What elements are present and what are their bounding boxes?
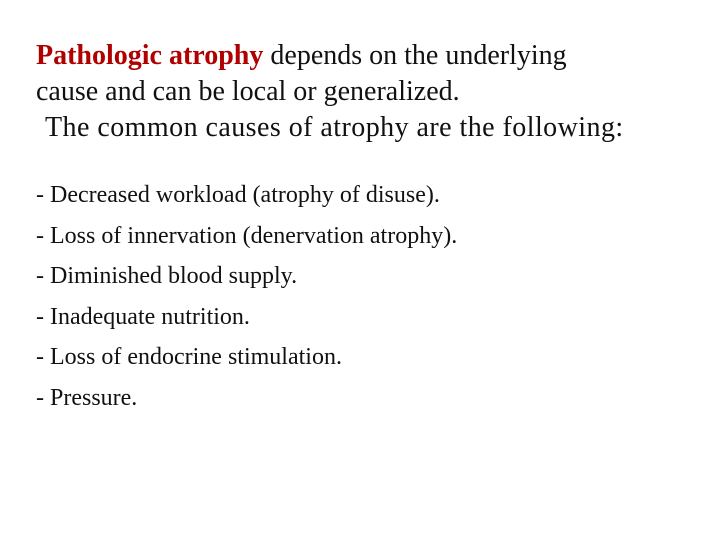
list-item: - Pressure. xyxy=(36,384,138,411)
intro-line-2: cause and can be local or generalized. xyxy=(36,76,460,107)
intro-paragraph xyxy=(36,38,706,146)
list-item: - Diminished blood supply. xyxy=(36,263,298,289)
intro-line-1 xyxy=(36,38,706,74)
intro-line-3: The common causes of atrophy are the following: xyxy=(45,112,624,143)
list-item: - Loss of endocrine stimulation. xyxy=(36,344,342,370)
list-item: - Inadequate nutrition. xyxy=(36,303,250,330)
list-item: - Loss of innervation (denervation atrophy). xyxy=(36,222,458,249)
intro-line-1-text: depends on the underlying xyxy=(263,40,567,71)
list-item: - Decreased workload (atrophy of disuse). xyxy=(36,182,440,208)
causes-list xyxy=(36,175,696,418)
highlighted-term: Pathologic atrophy xyxy=(36,40,264,71)
